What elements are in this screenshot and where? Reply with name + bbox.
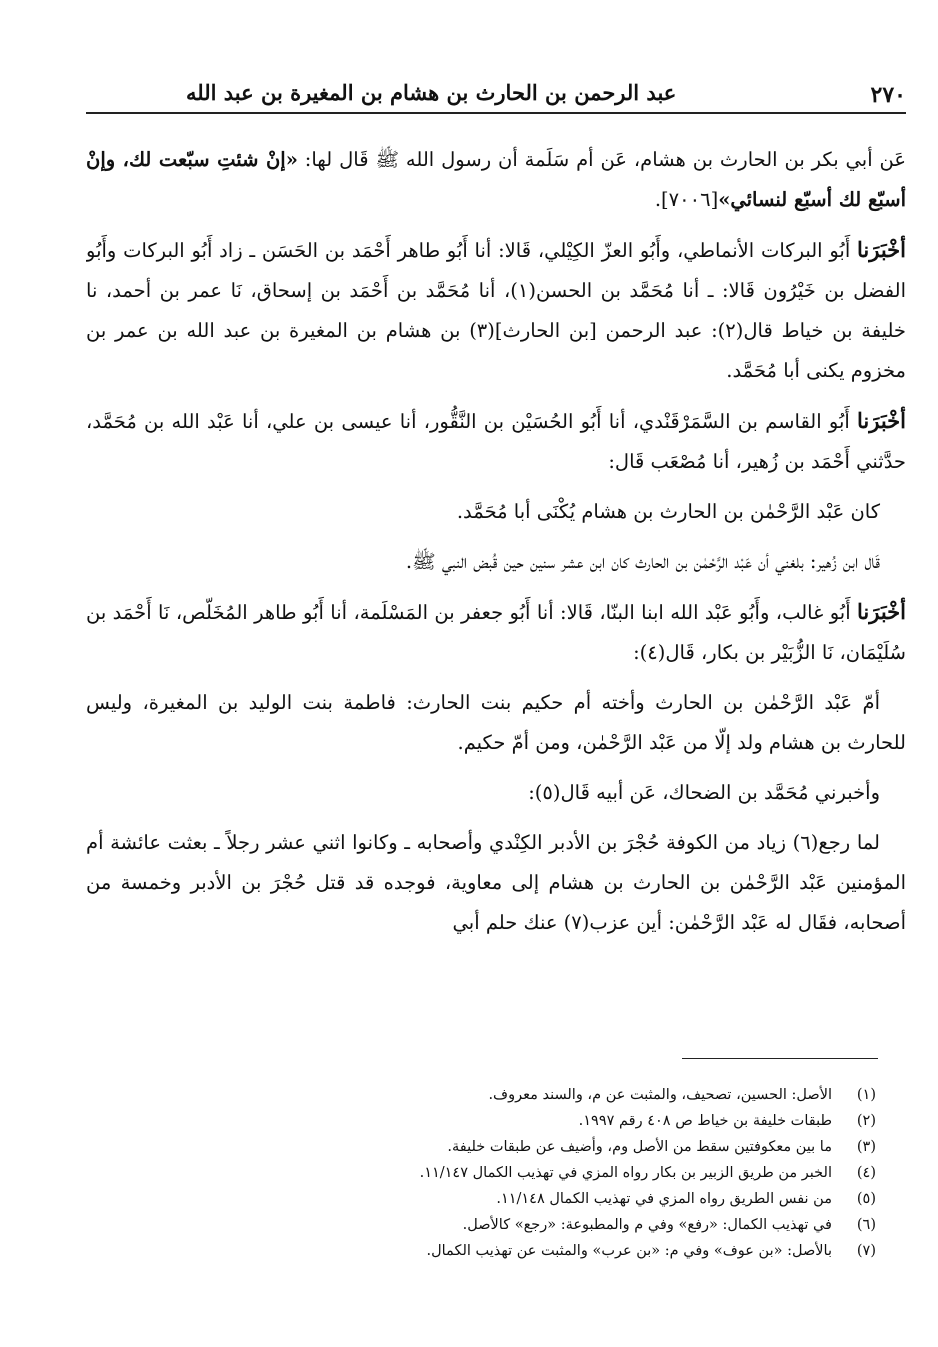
paragraph-8 bbox=[86, 773, 906, 813]
footnote bbox=[300, 1082, 876, 1108]
paragraph-text: أمّ عَبْد الرَّحْمٰن بن الحارث وأخته أم حكيم بنت الحارث: فاطمة بنت الوليد بن المغيرة، وليس للحارث بن هشام ولد إلّا من عَبْد الرَّحْمٰن، ومن أمّ حكيم. bbox=[86, 691, 906, 754]
paragraph-text: أَبُو البركات الأنماطي، وأَبُو العزّ الكِيْلي، قَالا: أنا أَبُو طاهر أَحْمَد بن الحَسَن ـ زاد أَبُو البركات وأَبُو الفضل بن خَيْرُون قَالا: ـ أنا مُحَمَّد بن الحسن(١)، أنا مُحَمَّد بن أَحْمَد بن إسحاق، نَا عمر بن أحمد، نا خليفة بن خياط قال(٢): عبد الرحمن [بن الحارث](٣) بن هشام بن المغيرة بن عبد الله بن عمر بن مخزوم يكنى أبا مُحَمَّد. bbox=[86, 239, 906, 382]
footnotes bbox=[300, 1082, 876, 1264]
hadith-quote: «إنْ شئتِ سبّعت لك، وإنْ أسبّع لك أسبّع لنسائي» bbox=[86, 148, 906, 211]
lead-word: أخْبَرَنا bbox=[857, 237, 906, 262]
paragraph-5 bbox=[86, 542, 906, 582]
footnote-text: في تهذيب الكمال: «رفع» وفي م والمطبوعة: «رجع» كالأصل. bbox=[462, 1217, 832, 1233]
paragraph-text: عَن أبي بكر بن الحارث بن هشام، عَن أم سَلَمة أن رسول الله ﷺ قَال لها: bbox=[297, 148, 906, 171]
hadith-number: [٧٠٠٦]. bbox=[654, 188, 719, 211]
footnote-text: بالأصل: «بن عوف» وفي م: «بن عرب» والمثبت عن تهذيب الكمال. bbox=[426, 1243, 832, 1259]
paragraph-4 bbox=[86, 492, 906, 532]
main-text bbox=[86, 140, 906, 1040]
footnote bbox=[300, 1212, 876, 1238]
footnote bbox=[300, 1238, 876, 1264]
header-title: عبد الرحمن بن الحارث بن هشام بن المغيرة بن عبد الله bbox=[186, 80, 677, 105]
footnote bbox=[300, 1134, 876, 1160]
footnote-number: (٧) bbox=[856, 1243, 876, 1259]
lead-word: أخْبَرَنا bbox=[857, 599, 906, 624]
footnote bbox=[300, 1186, 876, 1212]
footnote-number: (٦) bbox=[856, 1217, 876, 1233]
footnote-number: (٤) bbox=[856, 1165, 876, 1181]
footnote-text: الأصل: الحسين، تصحيف، والمثبت عن م، والسند معروف. bbox=[488, 1087, 832, 1103]
footnote-number: (٢) bbox=[856, 1113, 876, 1129]
paragraph-text: أَبُو غالب، وأَبُو عَبْد الله ابنا البنّا، قَالا: أنا أَبُو جعفر بن المَسْلَمة، أنا أَبُو طاهر المُخَلّص، نَا أَحْمَد بن سُلَيْمَان، نَا الزُّبَيْر بن بكار، قَال(٤): bbox=[86, 601, 906, 664]
footnote-text: طبقات خليفة بن خياط ص ٤٠٨ رقم ١٩٩٧. bbox=[578, 1113, 832, 1129]
footnote-number: (٥) bbox=[856, 1191, 876, 1207]
paragraph-3 bbox=[86, 401, 906, 482]
paragraph-7 bbox=[86, 683, 906, 763]
footnote-number: (١) bbox=[856, 1087, 876, 1103]
footnote-text: من نفس الطريق رواه المزي في تهذيب الكمال ١١/١٤٨. bbox=[496, 1191, 832, 1207]
lead-word: أخْبَرَنا bbox=[857, 408, 906, 433]
paragraph-1 bbox=[86, 140, 906, 220]
paragraph-text: قَال ابن زُهير: بلغني أن عَبْد الرَّحْمٰن بن الحارث كان ابن عشر سنين حين قُبض النبي ﷺ. bbox=[405, 550, 880, 573]
footnote-number: (٣) bbox=[856, 1139, 876, 1155]
footnote bbox=[300, 1108, 876, 1134]
paragraph-2 bbox=[86, 230, 906, 391]
page-number: ٢٧٠ bbox=[870, 82, 906, 108]
footnote-text: الخبر من طريق الزبير بن بكار رواه المزي في تهذيب الكمال ١١/١٤٧. bbox=[419, 1165, 832, 1181]
paragraph-text: لما رجع(٦) زياد من الكوفة حُجْرَ بن الأدبر الكِنْدي وأصحابه ـ وكانوا اثني عشر رجلاً ـ بعثت عائشة أم المؤمنين عَبْد الرَّحْمٰن بن الحارث بن هشام إلى معاوية، فوجده قد قتل حُجْرَ بن الأدبر وخمسة من أصحابه، فقَال له عَبْد الرَّحْمٰن: أين عزب(٧) عنك حلم أبي bbox=[86, 831, 906, 934]
paragraph-6 bbox=[86, 592, 906, 673]
footnote bbox=[300, 1160, 876, 1186]
footnote-separator bbox=[682, 1058, 878, 1059]
paragraph-9 bbox=[86, 823, 906, 943]
running-header bbox=[86, 72, 906, 114]
footnote-text: ما بين معكوفتين سقط من الأصل وم، وأضيف عن طبقات خليفة. bbox=[447, 1139, 832, 1155]
paragraph-text: وأخبرني مُحَمَّد بن الضحاك، عَن أبيه قَال(٥): bbox=[528, 781, 880, 804]
paragraph-text: كان عَبْد الرَّحْمٰن بن الحارث بن هشام يُكْنَى أبا مُحَمَّد. bbox=[456, 500, 880, 523]
paragraph-text: أَبُو القاسم بن السَّمَرْقَنْدي، أنا أَبُو الحُسَيْن بن النَّقُّور، أنا عيسى بن علي، أنا عَبْد الله بن مُحَمَّد، حدَّثني أَحْمَد بن زُهير، أنا مُصْعَب قَال: bbox=[86, 410, 906, 473]
